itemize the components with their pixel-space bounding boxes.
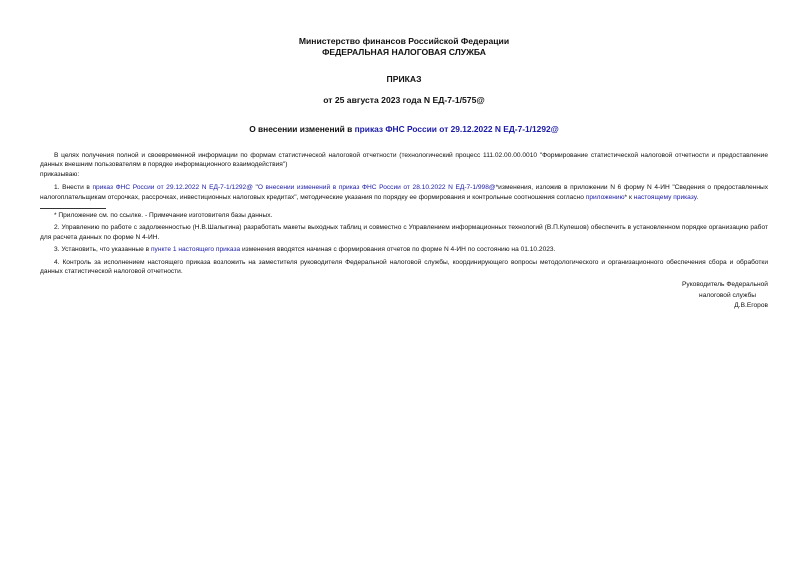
- p1-end: .: [696, 193, 699, 201]
- paragraph-1: [40, 183, 768, 202]
- p1-link-order-998[interactable]: О внесении изменений в приказ ФНС России от 28.10.2022 N ЕД-7-1/998@: [257, 184, 496, 192]
- subject-prefix: О внесении изменений в: [249, 124, 355, 134]
- p3-link-item-1[interactable]: пункте 1 настоящего приказа: [150, 246, 241, 254]
- p3-start: 3. Установить, что указанные в: [54, 246, 151, 254]
- service-name: ФЕДЕРАЛЬНАЯ НАЛОГОВАЯ СЛУЖБА: [322, 47, 486, 57]
- p1-link-this-order[interactable]: настоящему приказу: [633, 193, 697, 201]
- order-date-number: от 25 августа 2023 года N ЕД-7-1/575@: [323, 95, 485, 105]
- paragraph-4: 4. Контроль за исполнением настоящего приказа возложить на заместителя руководителя Федеральной налоговой службы, координирующего вопросы методологического и организационного обеспечения сбора и обработки данных статистической налоговой отчетности.: [40, 258, 768, 276]
- p1-star: *: [495, 184, 499, 192]
- p1-quote-open: ": [252, 184, 258, 192]
- document-page: [40, 34, 768, 312]
- ministry-name: Министерство финансов Российской Федерации: [298, 36, 510, 46]
- order-subject: [40, 124, 768, 135]
- signature-title-1: Руководитель Федеральной: [682, 281, 768, 289]
- paragraph-3: [40, 245, 768, 254]
- p3-end: изменения вводятся начиная с формирования отчетов по форме N 4-ИН по состоянию на 01.10.2023.: [240, 246, 556, 254]
- intro-paragraph: В целях получения полной и своевременной информации по формам статистической налоговой отчетности (технологический процесс 111.02.00.00.0010 "Формирование статистической налоговой отчетности и предоставление данных внешним пользователям в порядке информационного взаимодействия"): [40, 152, 768, 169]
- subject-link[interactable]: приказ ФНС России от 29.12.2022 N ЕД-7-1/1292@: [354, 124, 559, 134]
- signature-name: Д.В.Егоров: [734, 302, 768, 310]
- paragraph-2: 2. Управлению по работе с задолженностью (Н.В.Шалыгина) разработать макеты выходных таблиц и совместно с Управлением информационных технологий (В.П.Кулешов) обеспечить в установленном порядке организацию работ для расчета данных по форме N 4-ИН.: [40, 224, 768, 241]
- footnote-divider: [40, 208, 106, 209]
- p1-mid2: * к: [624, 193, 634, 201]
- signature-title-2: налоговой службы: [699, 291, 756, 299]
- signature-block: [40, 280, 768, 312]
- p1-link-order-1292[interactable]: приказ ФНС России от 29.12.2022 N ЕД-7-1/1292@: [92, 184, 253, 192]
- footnote: * Приложение см. по ссылке. - Примечание изготовителя базы данных.: [54, 212, 273, 220]
- doc-type: ПРИКАЗ: [386, 74, 422, 84]
- p1-middle: изменения, изложив в приложении N 6 форму N 4-ИН "Сведения о предоставленных налогоплательщикам отсрочках, рассрочках, инвестиционных налоговых кредитах", методические указания по порядку ее формирования и контрольные соотношения согласно: [40, 184, 768, 201]
- decree-word: приказываю:: [40, 170, 80, 178]
- p1-link-appendix[interactable]: приложению: [585, 193, 625, 201]
- p1-start: 1. Внести в: [54, 184, 93, 192]
